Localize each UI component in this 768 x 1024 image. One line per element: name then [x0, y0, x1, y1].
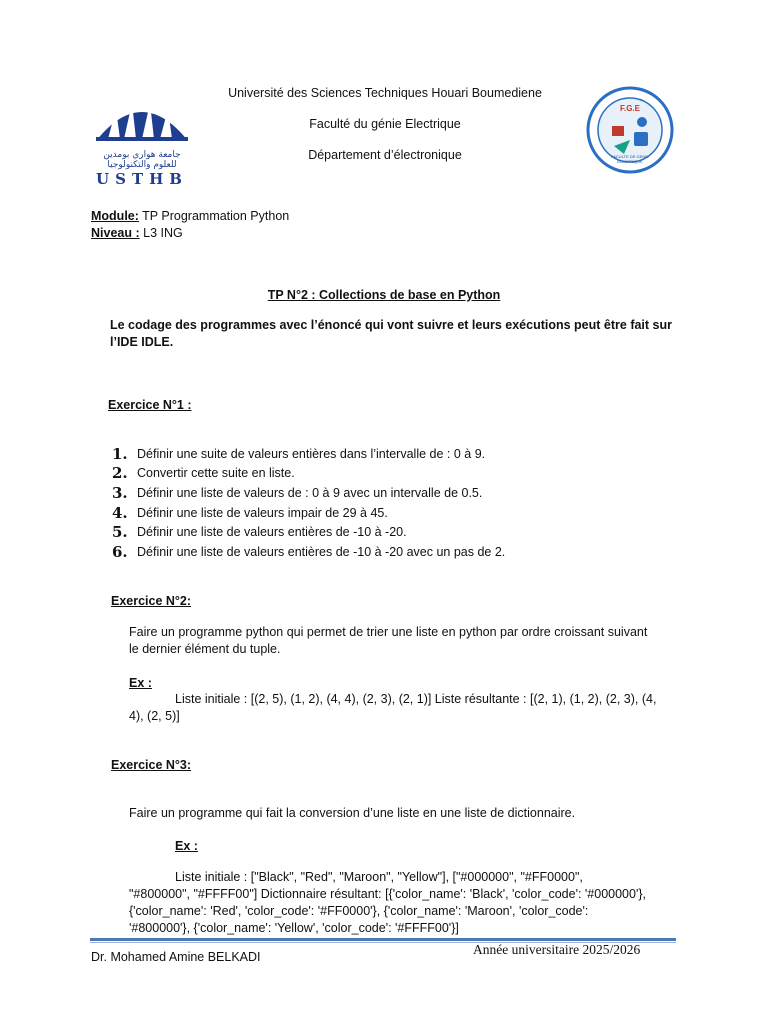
- exercise-2-line-1: Faire un programme python qui permet de trier une liste en python par ordre croissant suivant: [129, 625, 648, 639]
- usthb-logo: [92, 93, 192, 188]
- item-text: Définir une liste de valeurs impair de 29 à 45.: [137, 505, 388, 520]
- item-number: 3.: [112, 483, 128, 502]
- item-text: Convertir cette suite en liste.: [137, 466, 295, 481]
- exercise-2-ex-line-1: Liste initiale : [(2, 5), (1, 2), (4, 4), (2, 3), (2, 1)] Liste résultante : [(2, 1), (1, 2), (2, 3), (4,: [175, 692, 657, 706]
- list-item: [112, 503, 712, 523]
- level-value: L3 ING: [139, 226, 183, 240]
- exercise-2-ex-label: Ex :: [129, 676, 152, 690]
- usthb-arabic-text: جامعة هواري بومدين للعلوم والتكنولوجيا: [103, 150, 181, 170]
- item-number: 2.: [112, 464, 128, 483]
- exercise-3-ex-line-1: Liste initiale : ["Black", "Red", "Maroon", "Yellow"], ["#000000", "#FF0000",: [175, 870, 583, 884]
- level-label: Niveau :: [91, 226, 140, 240]
- item-number: 4.: [112, 503, 128, 522]
- academic-year: Année universitaire 2025/2026: [473, 942, 641, 957]
- list-item: [112, 444, 712, 464]
- item-number: 5.: [112, 523, 128, 542]
- exercise-3-line-1: Faire un programme qui fait la conversion d’une liste en une liste de dictionnaire.: [129, 806, 576, 820]
- exercise-3-ex-label: Ex :: [175, 839, 198, 853]
- exercise-3-ex-line-4: '#800000'}, {'color_name': 'Yellow', 'color_code': '#FFFF00'}]: [129, 921, 459, 935]
- item-text: Définir une suite de valeurs entières dans l’intervalle de : 0 à 9.: [137, 446, 486, 461]
- usthb-acronym: USTHB: [96, 170, 188, 188]
- intro-line-1: Le codage des programmes avec l’énoncé qui vont suivre et leurs exécutions peut être fait sur: [110, 318, 672, 332]
- document-title: TP N°2 : Collections de base en Python: [267, 288, 501, 302]
- list-item: [112, 542, 712, 562]
- department-name: Département d’électronique: [308, 148, 462, 162]
- item-number: 6.: [112, 542, 128, 561]
- exercise-3-ex-line-2: "#800000", "#FFFF00"] Dictionnaire résultant: [{'color_name': 'Black', 'color_code': '#000000'},: [129, 887, 646, 901]
- university-name: Université des Sciences Techniques Houari Boumediene: [228, 86, 542, 100]
- module-line: [91, 208, 289, 225]
- footer-rule: [90, 938, 676, 941]
- exercise-2-ex-line-2: 4), (2, 5)]: [129, 709, 180, 723]
- exercise-3-ex-line-3: {'color_name': 'Red', 'color_code': '#FF0000'}, {'color_name': 'Maroon', 'color_code':: [129, 904, 589, 918]
- module-label: Module:: [91, 209, 139, 223]
- item-number: 1.: [112, 444, 128, 463]
- list-item: [112, 522, 712, 542]
- author-name: Dr. Mohamed Amine BELKADI: [91, 950, 261, 964]
- fge-logo: [584, 86, 676, 174]
- exercise-1-heading: Exercice N°1 :: [108, 398, 192, 412]
- list-item: [112, 464, 712, 484]
- exercise-3-heading: Exercice N°3:: [111, 758, 192, 772]
- usthb-emblem-icon: [92, 93, 192, 145]
- fge-acronym: F.G.E: [619, 104, 640, 113]
- level-line: [91, 225, 183, 242]
- intro-line-2: l’IDE IDLE.: [110, 335, 174, 349]
- exercise-2-line-2: le dernier élément du tuple.: [129, 642, 281, 656]
- module-value: TP Programmation Python: [138, 209, 290, 223]
- faculty-name: Faculté du génie Electrique: [309, 117, 461, 131]
- item-text: Définir une liste de valeurs entières de -10 à -20.: [137, 525, 407, 540]
- exercise-2-heading: Exercice N°2:: [111, 594, 192, 608]
- list-item: [112, 483, 712, 503]
- exercise-1-list: [112, 444, 712, 562]
- item-text: Définir une liste de valeurs entières de -10 à -20 avec un pas de 2.: [137, 544, 506, 559]
- fge-ring-text: FACULTE DE GENIE ELECTRIQUE: [611, 154, 649, 164]
- item-text: Définir une liste de valeurs de : 0 à 9 avec un intervalle de 0.5.: [137, 485, 483, 500]
